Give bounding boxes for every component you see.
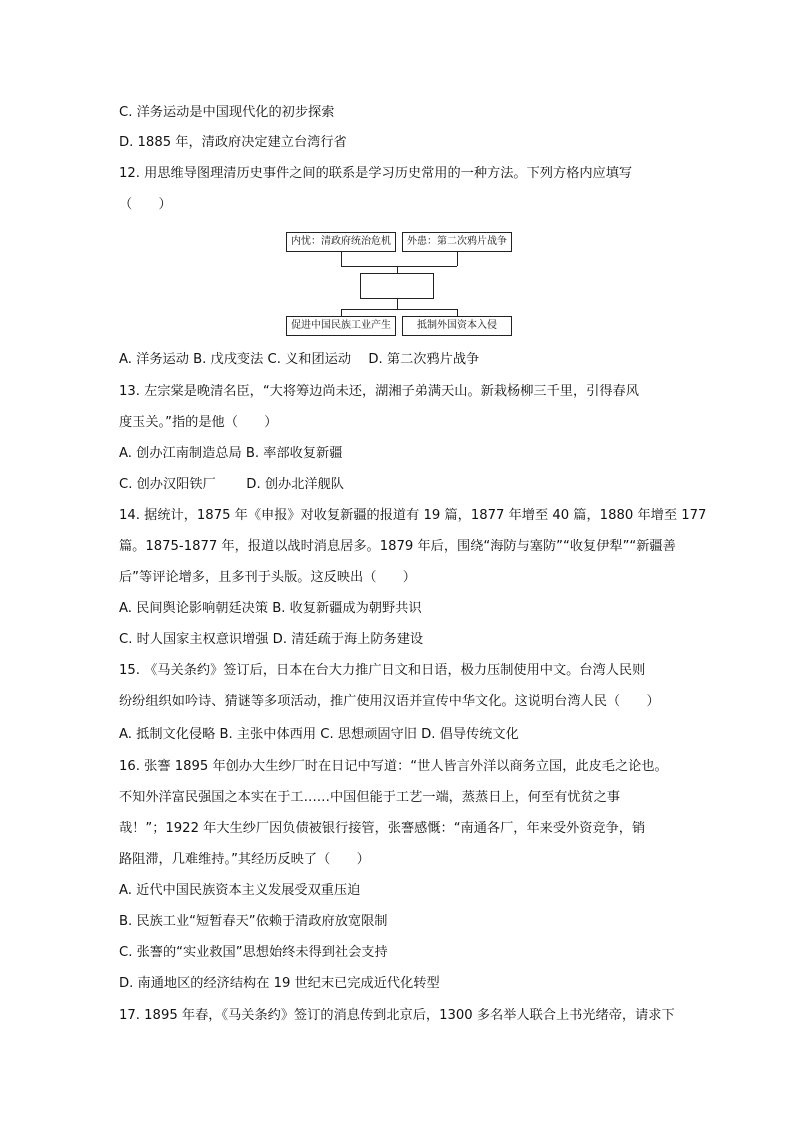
question-14-stem-end: 后”等评论增多，且多刊于头版。这反映出（ ）: [119, 570, 416, 585]
question-16-stem-cont2: 哉！”；1922 年大生纱厂因负债被银行接管，张謇感慨：“南通各厂，年来受外资竞争，销: [119, 821, 646, 836]
connector-line: [341, 309, 457, 310]
diagram-box-blank-answer: [360, 273, 434, 299]
connector-line: [341, 266, 457, 267]
connector-line: [457, 252, 458, 266]
question-13-stem: 13. 左宗棠是晚清名臣，“大将筹边尚未还，湖湘子弟满天山。新栽杨柳三千里，引得春风: [119, 384, 639, 399]
question-15-stem: 15. 《马关条约》签订后，日本在台大力推广日文和日语，极力压制使用中文。台湾人民则: [119, 663, 646, 678]
connector-line: [397, 299, 398, 309]
question-13-stem-cont: 度玉关。”指的是他（ ）: [119, 415, 278, 430]
mind-map-diagram: [286, 232, 512, 336]
question-16-stem-end: 路阻滞，几难维持。”其经历反映了（ ）: [119, 852, 370, 867]
connector-line: [341, 252, 342, 266]
diagram-box-external-threat: 外患：第二次鸦片战争: [402, 232, 512, 252]
question-16-stem: 16. 张謇 1895 年创办大生纱厂时在日记中写道：“世人皆言外洋以商务立国，此皮毛之论也。: [119, 759, 668, 774]
diagram-box-resist-foreign-capital: 抵制外国资本入侵: [402, 316, 512, 336]
diagram-box-promote-industry: 促进中国民族工业产生: [286, 316, 396, 336]
question-12-options: A. 洋务运动 B. 戊戌变法 C. 义和团运动 D. 第二次鸦片战争: [119, 352, 480, 367]
question-12-stem: 12. 用思维导图理清历史事件之间的联系是学习历史常用的一种方法。下列方格内应填写: [119, 166, 633, 181]
question-16-option-a: A. 近代中国民族资本主义发展受双重压迫: [119, 883, 361, 898]
question-13-options-ab: A. 创办江南制造总局 B. 率部收复新疆: [119, 446, 343, 461]
connector-line: [341, 309, 342, 316]
question-16-option-b: B. 民族工业“短暂春天”依赖于清政府放宽限制: [119, 914, 388, 929]
option-d-q11: D. 1885 年，清政府决定建立台湾行省: [119, 135, 347, 150]
question-17-stem: 17. 1895 年春，《马关条约》签订的消息传到北京后，1300 多名举人联合上书光绪帝，请求下: [119, 1008, 675, 1023]
connector-line: [397, 266, 398, 273]
question-16-stem-cont: 不知外洋富民强国之本实在于工……中国但能于工艺一端，蒸蒸日上，何至有忧贫之事: [119, 790, 621, 805]
question-15-options: A. 抵制文化侵略 B. 主张中体西用 C. 思想顽固守旧 D. 倡导传统文化: [119, 727, 519, 742]
question-14-stem: 14. 据统计，1875 年《申报》对收复新疆的报道有 19 篇，1877 年增至 40 篇，1880 年增至 177: [119, 508, 707, 523]
question-16-option-d: D. 南通地区的经济结构在 19 世纪末已完成近代化转型: [119, 976, 440, 991]
question-12-bracket: （ ）: [119, 197, 172, 212]
question-14-options-cd: C. 时人国家主权意识增强 D. 清廷疏于海上防务建设: [119, 632, 424, 647]
option-c-q11: C. 洋务运动是中国现代化的初步探索: [119, 105, 335, 120]
question-14-options-ab: A. 民间舆论影响朝廷决策 B. 收复新疆成为朝野共识: [119, 601, 422, 616]
connector-line: [457, 309, 458, 316]
question-16-option-c: C. 张謇的“实业救国”思想始终未得到社会支持: [119, 945, 388, 960]
diagram-box-internal-worry: 内忧：清政府统治危机: [286, 232, 396, 252]
question-15-stem-cont: 纷纷组织如吟诗、猜谜等多项活动，推广使用汉语并宣传中华文化。这说明台湾人民（ ）: [119, 694, 660, 709]
question-13-options-cd: C. 创办汉阳铁厂 D. 创办北洋舰队: [119, 477, 344, 492]
question-14-stem-cont: 篇。1875-1877 年，报道以战时消息居多。1879 年后，围绕“海防与塞防”“收复伊犁”“新疆善: [119, 539, 676, 554]
